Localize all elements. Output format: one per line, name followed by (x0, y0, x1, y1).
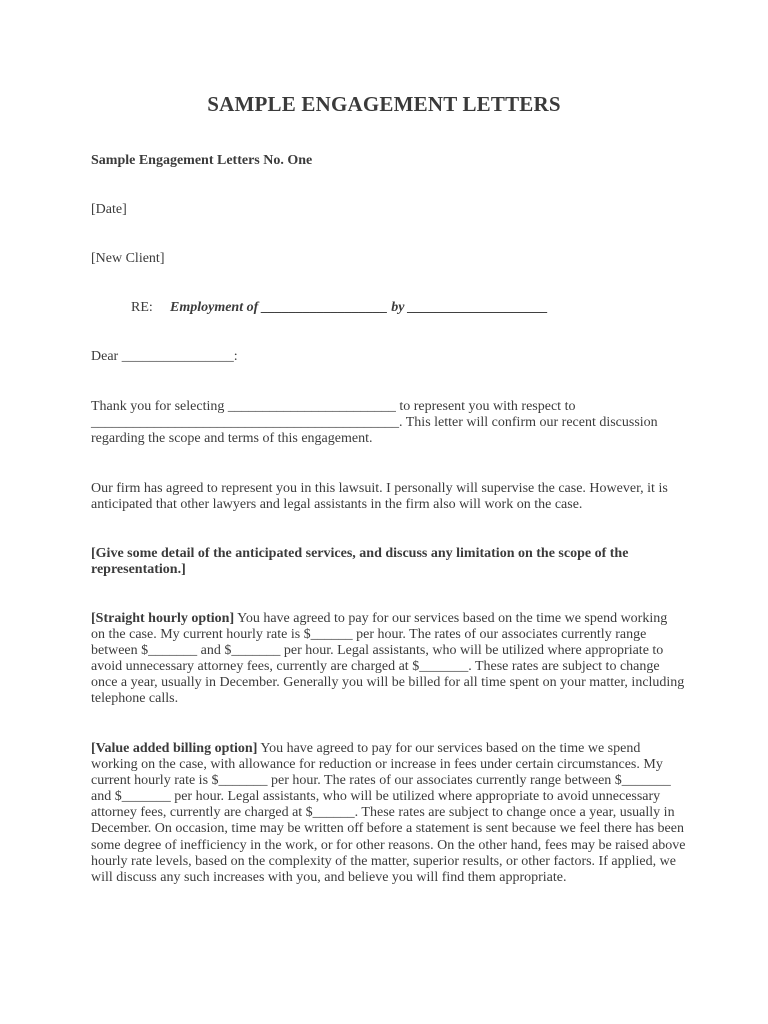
paragraph-line: working on the case, with allowance for reduction or increase in fees under certain circumstances. My (91, 757, 663, 773)
paragraph-thank-you (91, 399, 691, 447)
paragraph-line: ____________________________________________. This letter will confirm our recent discussion (91, 415, 658, 431)
re-label: RE: (131, 300, 153, 315)
paragraph-line: will discuss any such increases with you, and believe you will find them appropriate. (91, 869, 567, 885)
client-placeholder: [New Client] (91, 251, 165, 266)
option-label: [Value added billing option] (91, 741, 258, 756)
paragraph-line: telephone calls. (91, 691, 179, 707)
paragraph-line: representation.] (91, 562, 186, 578)
paragraph-scope-instruction (91, 546, 691, 578)
paragraph-line: once a year, usually in December. Generally you will be billed for all time spent on your matter, including (91, 675, 685, 691)
paragraph-value-added-billing (91, 741, 691, 886)
paragraph-line: some degree of inefficiency in the work, or for other reasons. On the other hand, fees may be raised above (91, 837, 686, 853)
salutation: Dear ________________: (91, 349, 238, 364)
option-label: [Straight hourly option] (91, 611, 235, 626)
paragraph-representation (91, 481, 691, 513)
first-line-text: You have agreed to pay for our services based on the time we spend (257, 741, 641, 756)
paragraph-line: Our firm has agreed to represent you in this lawsuit. I personally will supervise the case. However, it is (91, 481, 668, 496)
paragraph-line: December. On occasion, time may be written off before a statement is sent because we feel there has been (91, 821, 684, 837)
paragraph-line: [Give some detail of the anticipated services, and discuss any limitation on the scope of the (91, 546, 629, 561)
document-subheading: Sample Engagement Letters No. One (91, 153, 313, 168)
paragraph-line: on the case. My current hourly rate is $______ per hour. The rates of our associates currently range (91, 627, 647, 643)
paragraph-line: current hourly rate is $_______ per hour. The rates of our associates currently range between $_______ (91, 773, 671, 789)
paragraph-straight-hourly (91, 611, 691, 708)
paragraph-line: attorney fees, currently are charged at $______. These rates are subject to change once a year, usually in (91, 805, 675, 821)
re-subject: Employment of __________________ by ____________________ (170, 300, 548, 315)
paragraph-line: Thank you for selecting ________________________ to represent you with respect to (91, 399, 576, 414)
paragraph-first-line (91, 741, 691, 757)
paragraph-line: regarding the scope and terms of this engagement. (91, 431, 373, 447)
paragraph-first-line (91, 611, 691, 627)
paragraph-line: avoid unnecessary attorney fees, currently are charged at $_______. These rates are subject to change (91, 659, 660, 675)
date-placeholder: [Date] (91, 202, 127, 217)
paragraph-line: anticipated that other lawyers and legal assistants in the firm also will work on the case. (91, 497, 583, 513)
paragraph-line: and $_______ per hour. Legal assistants, who will be utilized where appropriate to avoid unnecessary (91, 789, 661, 805)
first-line-text: You have agreed to pay for our services based on the time we spend working (234, 611, 668, 626)
paragraph-line: hourly rate levels, based on the complexity of the matter, superior results, or other factors. If applied, we (91, 853, 676, 869)
paragraph-line: between $_______ and $_______ per hour. Legal assistants, who will be utilized where appropriate to (91, 643, 664, 659)
document-title: SAMPLE ENGAGEMENT LETTERS (207, 92, 561, 116)
